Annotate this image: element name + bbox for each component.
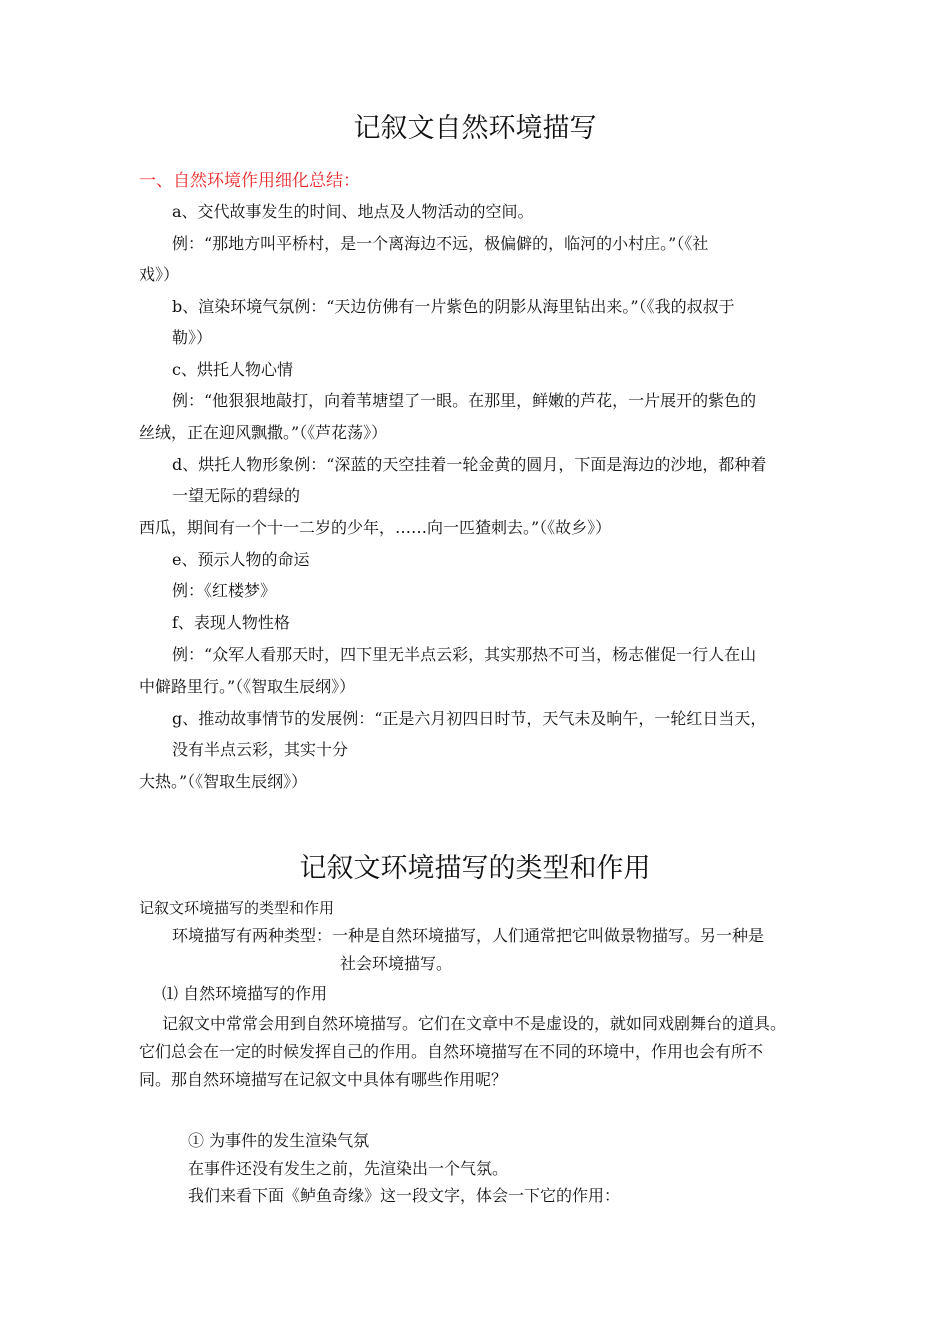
text-line: b、渲染环境气氛例：“天边仿佛有一片紫色的阴影从海里钻出来。”（《我的叔叔于 xyxy=(172,297,735,316)
text-line: 环境描写有两种类型：一种是自然环境描写，人们通常把它叫做景物描写。另一种是 xyxy=(172,926,765,945)
text-line: 例：《红楼梦》 xyxy=(172,581,277,600)
text-line: f、表现人物性格 xyxy=(172,613,290,632)
text-line: 例：“众军人看那天时，四下里无半点云彩，其实那热不可当，杨志催促一行人在山 xyxy=(172,645,757,664)
text-line: 没有半点云彩，其实十分 xyxy=(172,740,349,759)
text-line: 丝绒，正在迎风飘撒。”（《芦花荡》） xyxy=(139,423,388,442)
text-line: d、烘托人物形象例：“深蓝的天空挂着一轮金黄的圆月，下面是海边的沙地，都种着 xyxy=(172,455,767,474)
text-line: 勒》） xyxy=(172,328,213,347)
text-line: 一望无际的碧绿的 xyxy=(172,486,301,505)
text-line: 记叙文中常常会用到自然环境描写。它们在文章中不是虚设的，就如同戏剧舞台的道具。 xyxy=(162,1014,787,1033)
text-line: ⑴ 自然环境描写的作用 xyxy=(162,984,328,1003)
text-line: 同。那自然环境描写在记叙文中具体有哪些作用呢？ xyxy=(139,1070,508,1089)
text-line: 它们总会在一定的时候发挥自己的作用。自然环境描写在不同的环境中，作用也会有所不 xyxy=(139,1042,764,1061)
text-line: g、推动故事情节的发展例：“正是六月初四日时节，天气未及晌午，一轮红日当天， xyxy=(172,709,767,728)
text-line: 例：“那地方叫平桥村，是一个离海边不远，极偏僻的，临河的小村庄。”（《社 xyxy=(172,234,709,253)
text-line: 在事件还没有发生之前，先渲染出一个气氛。 xyxy=(188,1159,509,1178)
text-line: 社会环境描写。 xyxy=(340,954,453,973)
text-line: 西瓜，期间有一个十一二岁的少年，……向一匹猹刺去。”（《故乡》） xyxy=(139,518,612,537)
text-line: e、预示人物的命运 xyxy=(172,550,310,569)
text-line: a、交代故事发生的时间、地点及人物活动的空间。 xyxy=(172,202,534,221)
text-line: c、烘托人物心情 xyxy=(172,360,293,379)
text-line: 戏》） xyxy=(139,265,180,284)
text-line: 大热。”（《智取生辰纲》） xyxy=(139,772,308,791)
subtitle-line: 记叙文环境描写的类型和作用 xyxy=(139,899,335,917)
title-natural-environment: 记叙文自然环境描写 xyxy=(353,113,597,144)
text-line: 中僻路里行。”（《智取生辰纲》） xyxy=(139,677,356,696)
title-types-and-functions: 记叙文环境描写的类型和作用 xyxy=(299,853,651,884)
text-line: 我们来看下面《鲈鱼奇缘》这一段文字，体会一下它的作用： xyxy=(188,1186,621,1205)
text-line: ① 为事件的发生渲染气氛 xyxy=(188,1131,370,1150)
text-line: 例：“他狠狠地敲打，向着苇塘望了一眼。在那里，鲜嫩的芦花，一片展开的紫色的 xyxy=(172,391,757,410)
section-heading: 一、自然环境作用细化总结： xyxy=(139,171,360,191)
